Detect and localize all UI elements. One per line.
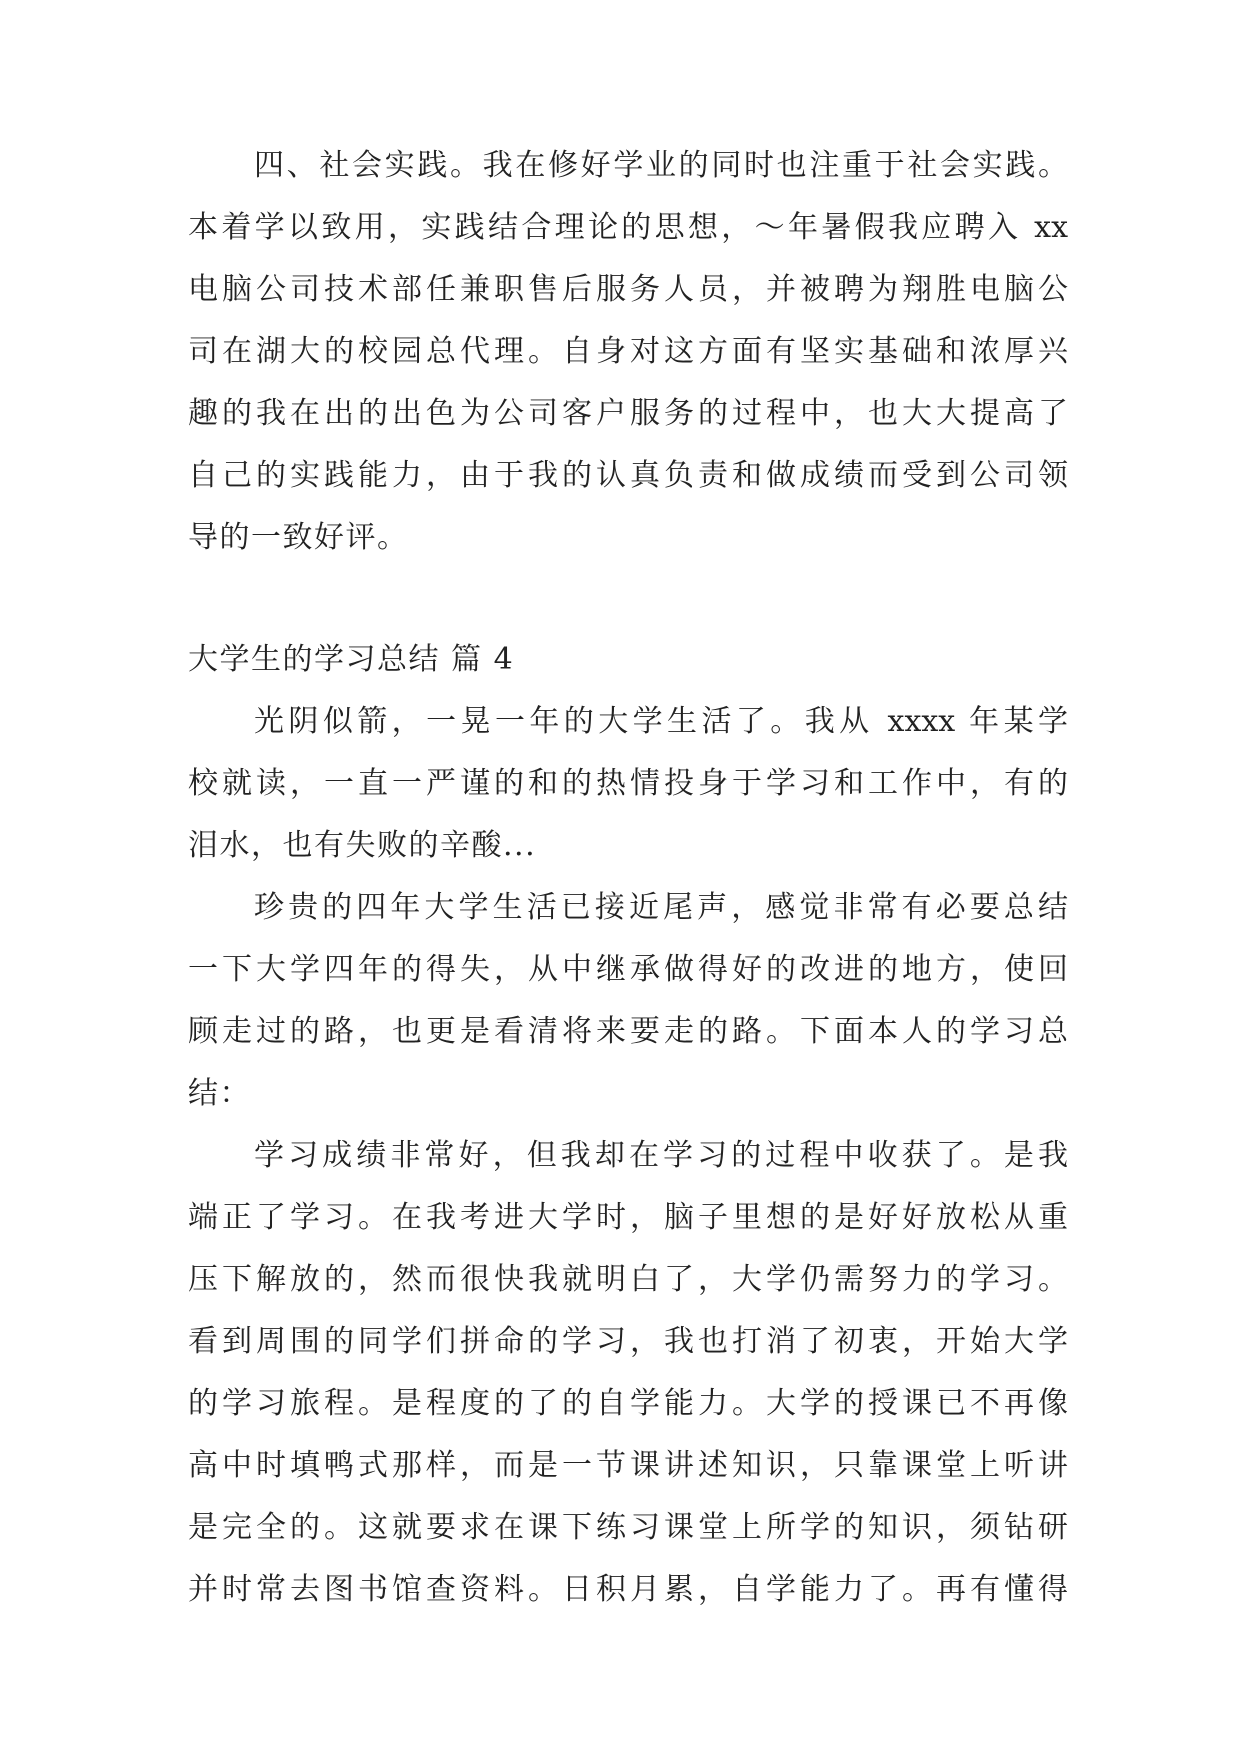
- paragraph-line: 顾走过的路，也更是看清将来要走的路。下面本人的学习总: [188, 1014, 1068, 1049]
- paragraph-line: 高中时填鸭式那样，而是一节课讲述知识，只靠课堂上听讲: [188, 1448, 1068, 1483]
- paragraph-line: 一下大学四年的得失，从中继承做得好的改进的地方，使回: [188, 952, 1068, 987]
- paragraph-line: 压下解放的，然而很快我就明白了，大学仍需努力的学习。: [188, 1262, 1068, 1297]
- paragraph-line: 电脑公司技术部任兼职售后服务人员，并被聘为翔胜电脑公: [188, 272, 1068, 307]
- paragraph-line: 看到周围的同学们拼命的学习，我也打消了初衷，开始大学: [188, 1324, 1068, 1359]
- paragraph-line: 的学习旅程。是程度的了的自学能力。大学的授课已不再像: [188, 1386, 1068, 1421]
- paragraph-line: 趣的我在出的出色为公司客户服务的过程中，也大大提高了: [188, 396, 1068, 431]
- paragraph-line: 结：: [188, 1076, 251, 1111]
- paragraph-line: 校就读，一直一严谨的和的热情投身于学习和工作中，有的: [188, 766, 1068, 801]
- paragraph-line: 端正了学习。在我考进大学时，脑子里想的是好好放松从重: [188, 1200, 1068, 1235]
- paragraph-line: 珍贵的四年大学生活已接近尾声，感觉非常有必要总结: [254, 890, 1068, 925]
- paragraph-line: 是完全的。这就要求在课下练习课堂上所学的知识，须钻研: [188, 1510, 1068, 1545]
- paragraph-line: 光阴似箭，一晃一年的大学生活了。我从 xxxx 年某学: [254, 704, 1068, 739]
- paragraph-line: 四、社会实践。我在修好学业的同时也注重于社会实践。: [254, 148, 1068, 183]
- paragraph-line: 并时常去图书馆查资料。日积月累，自学能力了。再有懂得: [188, 1572, 1068, 1607]
- paragraph-line: 泪水，也有失败的辛酸...: [188, 828, 537, 863]
- paragraph-line: 本着学以致用，实践结合理论的思想，～年暑假我应聘入 xx: [188, 210, 1068, 245]
- paragraph-line: 自己的实践能力，由于我的认真负责和做成绩而受到公司领: [188, 458, 1068, 493]
- paragraph-line: 司在湖大的校园总代理。自身对这方面有坚实基础和浓厚兴: [188, 334, 1068, 369]
- paragraph-line: 学习成绩非常好，但我却在学习的过程中收获了。是我: [254, 1138, 1068, 1173]
- article-heading: 大学生的学习总结 篇 4: [188, 642, 515, 677]
- paragraph-line: 导的一致好评。: [188, 520, 409, 555]
